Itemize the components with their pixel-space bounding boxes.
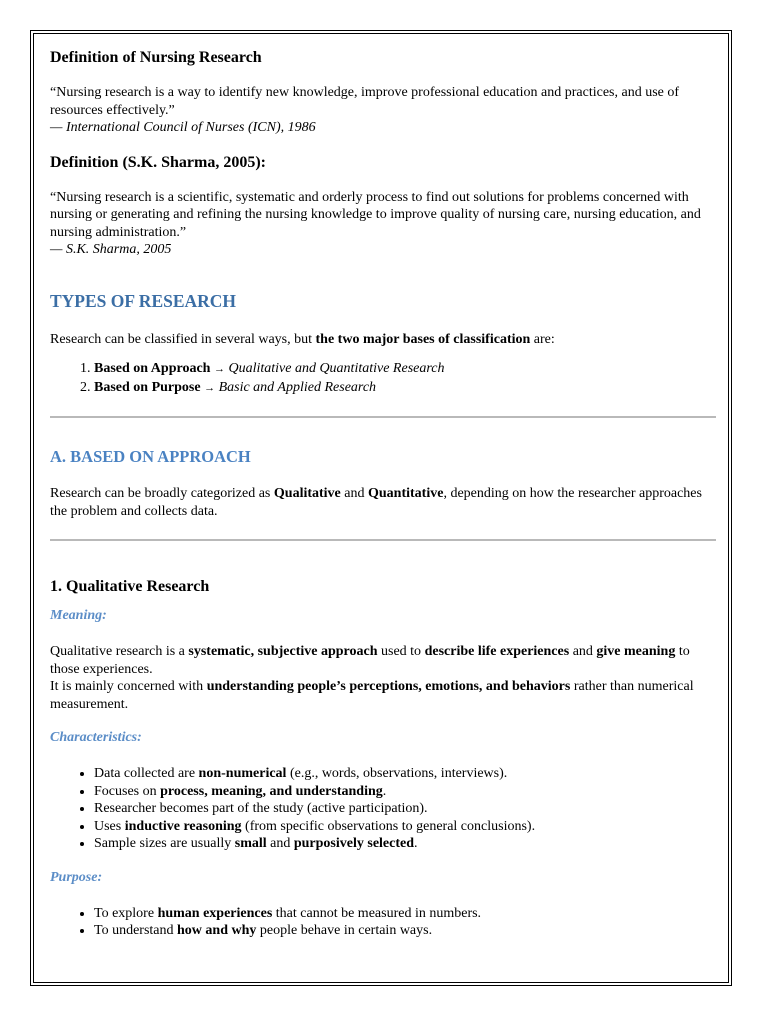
item-bold: how and why <box>177 923 257 938</box>
item-text: Uses <box>94 818 125 834</box>
definition-sharma-quote <box>50 189 716 259</box>
approach-text-pre: Research can be broadly categorized as <box>50 486 274 501</box>
item-text: and <box>266 836 294 851</box>
item-text: To understand <box>94 923 178 938</box>
meaning-bold: understanding people’s perceptions, emotions, and behaviors <box>206 679 571 694</box>
item-text: Sample sizes are usually <box>94 836 235 851</box>
page-frame <box>30 30 732 986</box>
characteristics-list <box>50 765 716 853</box>
item-bold: purposively selected <box>293 836 415 851</box>
meaning-bold: describe life experiences <box>424 644 570 659</box>
list-item <box>94 360 716 379</box>
approach-types: Qualitative and Quantitative Research <box>228 361 445 376</box>
meaning-bold: systematic, subjective approach <box>188 644 378 659</box>
list-item <box>94 800 716 818</box>
item-text: (e.g., words, observations, interviews). <box>286 766 508 781</box>
item-text: To explore <box>94 905 158 921</box>
definition-sharma-heading: Definition (S.K. Sharma, 2005): <box>50 153 266 171</box>
item-bold: inductive reasoning <box>124 818 242 834</box>
list-item <box>94 835 716 853</box>
purpose-label: Based on Purpose <box>94 379 201 395</box>
purpose-types: Basic and Applied Research <box>218 379 377 395</box>
meaning-text: rather than numerical measurement. <box>50 679 694 712</box>
meaning-text: It is mainly concerned with <box>50 679 207 694</box>
meaning-text: used to <box>377 644 425 659</box>
characteristics-label: Characteristics: <box>50 730 142 745</box>
definition-citation: — International Council of Nurses (ICN), 1986 <box>50 120 316 135</box>
meaning-text: to those experiences. <box>50 644 690 677</box>
item-text: . <box>414 836 418 851</box>
types-intro-bold: the two major bases of classification <box>315 331 531 347</box>
list-item <box>94 905 716 923</box>
approach-label: Based on Approach <box>94 361 211 376</box>
approach-heading: A. BASED ON APPROACH <box>50 447 251 466</box>
purpose-list <box>50 905 716 940</box>
types-intro-post: are: <box>530 331 555 347</box>
qualitative-term: Qualitative <box>273 486 341 501</box>
meaning-text: and <box>569 644 597 659</box>
definition-heading: Definition of Nursing Research <box>50 49 262 66</box>
item-text: that cannot be measured in numbers. <box>272 905 482 921</box>
item-bold: human experiences <box>157 905 273 921</box>
item-bold: non-numerical <box>198 766 287 781</box>
purpose-label: Purpose: <box>50 869 103 885</box>
definition-quote-text: “Nursing research is a way to identify new knowledge, improve professional education and practices, and use of resources effectively.” <box>50 85 680 118</box>
approach-text-mid: and <box>340 486 368 501</box>
approach-text-post: , depending on how the researcher approaches the problem and collects data. <box>50 486 702 519</box>
list-item <box>94 818 716 836</box>
types-intro <box>50 331 716 349</box>
qualitative-heading: 1. Qualitative Research <box>50 578 210 595</box>
item-bold: small <box>234 836 267 851</box>
meaning-label: Meaning: <box>50 608 107 623</box>
item-text: (from specific observations to general conclusions). <box>241 818 536 834</box>
definition-sharma-quote-text: “Nursing research is a scientific, systematic and orderly process to find out solutions for problems concerned with nursing or generating and refining the nursing knowledge to improve quality of nursing care, nursing education, and nursing administration.” <box>50 189 701 240</box>
types-heading: TYPES OF RESEARCH <box>50 290 237 311</box>
meaning-bold: give meaning <box>596 644 676 659</box>
classification-list <box>50 360 716 397</box>
quantitative-term: Quantitative <box>368 486 444 501</box>
meaning-paragraph <box>50 643 716 713</box>
definition-quote <box>50 84 716 137</box>
right-arrow-icon: → <box>204 381 216 394</box>
item-text: Focuses on <box>94 783 161 799</box>
item-bold: process, meaning, and understanding <box>160 783 383 799</box>
meaning-text: Qualitative research is a <box>50 644 189 659</box>
definition-sharma-citation: — S.K. Sharma, 2005 <box>50 242 172 257</box>
list-item <box>94 765 716 783</box>
item-text: people behave in certain ways. <box>256 923 433 938</box>
right-arrow-icon: → <box>213 363 225 375</box>
list-item <box>94 379 716 398</box>
item-text: . <box>382 783 387 799</box>
item-text: Researcher becomes part of the study (active participation). <box>94 801 428 816</box>
list-item <box>94 922 716 940</box>
approach-paragraph <box>50 485 716 520</box>
list-item <box>94 783 716 801</box>
item-text: Data collected are <box>94 766 199 781</box>
types-intro-pre: Research can be classified in several ways, but <box>50 331 316 347</box>
document-body <box>50 46 716 940</box>
